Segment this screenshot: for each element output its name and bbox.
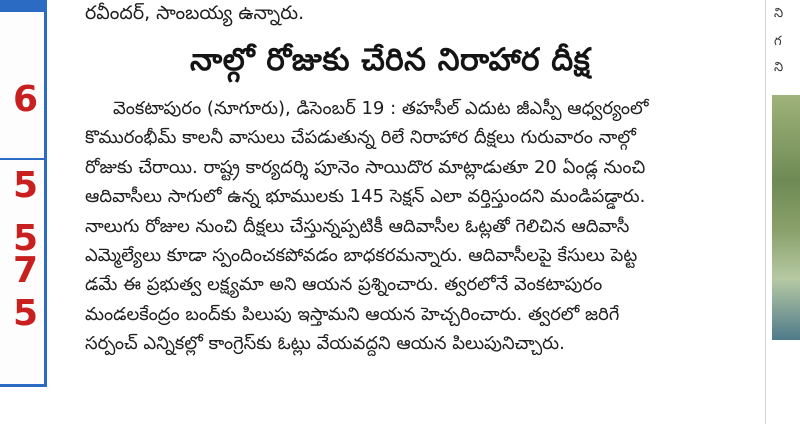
column-fragment: ని bbox=[774, 6, 784, 21]
box-digit: 5 bbox=[12, 218, 38, 259]
box-digit: 6 bbox=[12, 79, 38, 120]
article-body bbox=[85, 94, 745, 359]
previous-article-tail: రవీందర్, సాంబయ్య ఉన్నారు. bbox=[85, 2, 305, 24]
body-line: సర్పంచ్ ఎన్నికల్లో కాంగ్రెస్‌కు ఓట్లు వేయవద్దని ఆయన పిలుపునిచ్చారు. bbox=[85, 333, 565, 355]
body-line: కొమురంభీమ్ కాలనీ వాసులు చేపడుతున్న రిలే నిరాహార దీక్షలు గురువారం నాల్గో bbox=[85, 127, 636, 149]
box-divider bbox=[0, 158, 44, 160]
box-top-rule bbox=[0, 0, 44, 12]
body-line: ఎమ్మెల్యేలు కూడా స్పందించకపోవడం బాధకరమన్నారు. ఆదివాసీలపై కేసులు పెట్ట bbox=[85, 245, 638, 267]
body-line: నాలుగు రోజుల నుంచి దీక్షలు చేస్తున్నప్పటికీ ఆదివాసీల ఓట్లతో గెలిచిన ఆదివాసీ bbox=[85, 215, 630, 237]
news-photo bbox=[772, 95, 800, 340]
adjacent-box-left bbox=[0, 0, 47, 387]
adjacent-column-right bbox=[765, 0, 800, 424]
body-line: రోజుకు చేరాయి. రాష్ట్ర కార్యదర్శి పూనెం సాయిదొర మాట్లాడుతూ 20 ఏండ్ల నుంచి bbox=[85, 156, 646, 178]
column-fragment: గ bbox=[774, 34, 782, 49]
article-headline: నాల్గో రోజుకు చేరిన నిరాహార దీక్ష bbox=[190, 42, 591, 78]
body-line: డమే ఈ ప్రభుత్వ లక్ష్యమా అని ఆయన ప్రశ్నించారు. త్వరలోనే వెంకటాపురం bbox=[85, 274, 603, 296]
box-digit: 5 bbox=[12, 165, 38, 206]
body-line: ఆదివాసీలు సాగులో ఉన్న భూములకు 145 సెక్షన్ ఎలా వర్తిస్తుందని మండిపడ్డారు. bbox=[85, 186, 646, 208]
column-fragment: ని bbox=[774, 60, 784, 75]
body-line: మండలకేంద్రం బంద్‌కు పిలుపు ఇస్తామని ఆయన హెచ్చరించారు. త్వరలో జరిగే bbox=[85, 303, 620, 325]
body-line: వెంకటాపురం (నూగూరు), డిసెంబర్ 19 : తహసీల్ ఎదుట జీఎస్పీ ఆధ్వర్యంలో bbox=[113, 98, 649, 119]
box-digit: 5 bbox=[12, 293, 38, 334]
box-digit: 7 bbox=[12, 250, 38, 291]
